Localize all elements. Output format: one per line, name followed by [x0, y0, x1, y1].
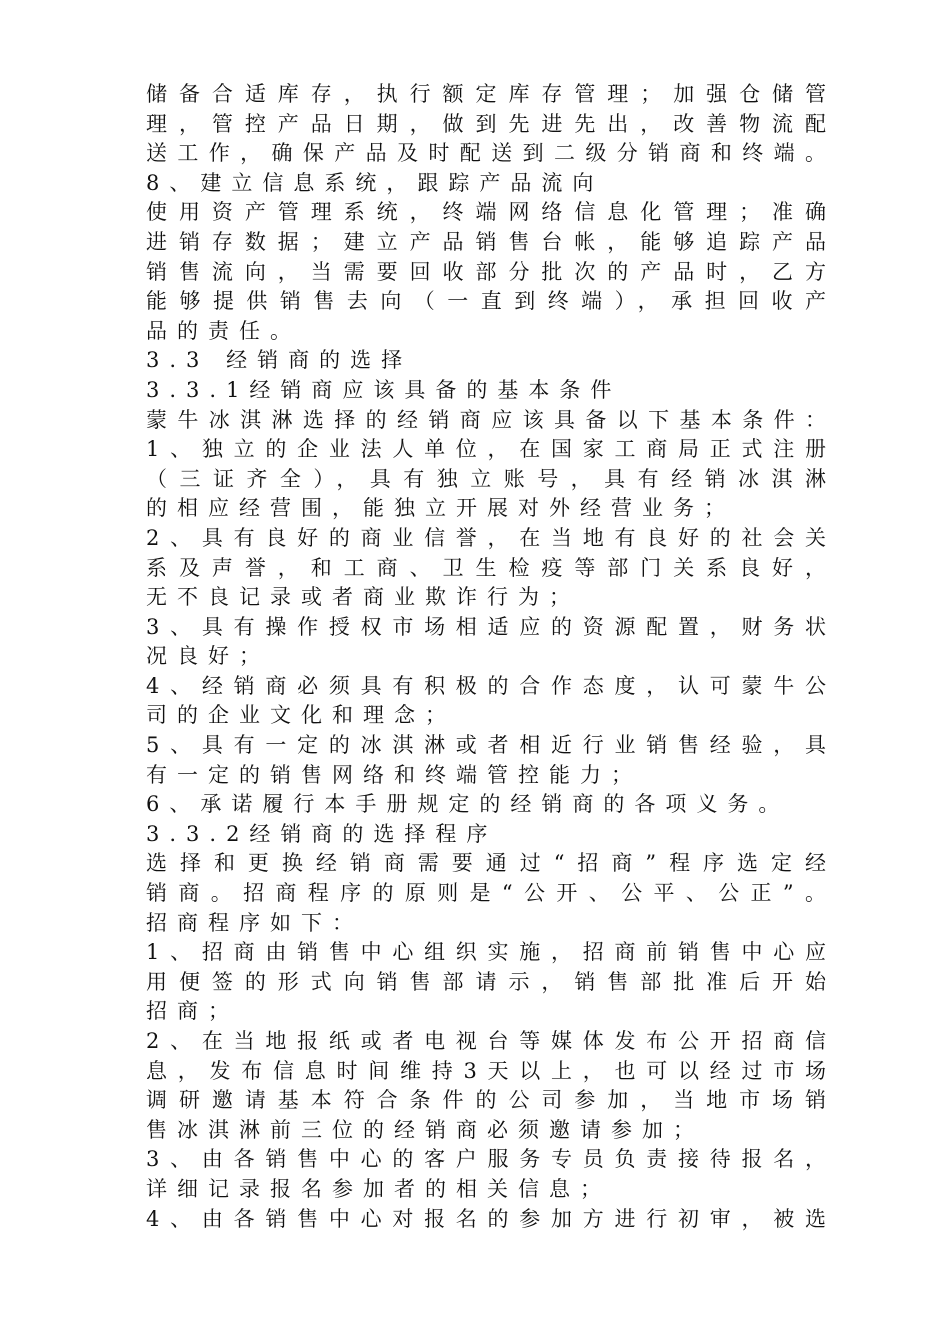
- list-item-line: 有一定的销售网络和终端管控能力；: [146, 762, 642, 787]
- list-item-line: 况良好；: [146, 644, 270, 669]
- list-item-line: 无不良记录或者商业欺诈行为；: [146, 585, 580, 610]
- text-line: 蒙牛冰淇淋选择的经销商应该具备以下基本条件：: [146, 407, 826, 432]
- list-item-line: 1、独立的企业法人单位，在国家工商局正式注册: [146, 437, 826, 462]
- text-line: 品的责任。: [146, 318, 301, 343]
- list-item-line: （三证齐全），具有独立账号，具有经销冰淇淋: [146, 466, 826, 491]
- text-line: 销商。招商程序的原则是“公开、公平、公正”。: [146, 881, 826, 906]
- list-item-line: 招商；: [146, 999, 239, 1024]
- list-item-line: 司的企业文化和理念；: [146, 703, 456, 728]
- list-item-line: 4、经销商必须具有积极的合作态度，认可蒙牛公: [146, 673, 826, 698]
- text-line: 理，管控产品日期，做到先进先出，改善物流配: [146, 111, 826, 136]
- list-item-line: 6、承诺履行本手册规定的经销商的各项义务。: [146, 792, 790, 817]
- list-item-line: 用便签的形式向销售部请示，销售部批准后开始: [146, 969, 826, 994]
- text-line: 招商程序如下：: [146, 910, 363, 935]
- section-heading: 3.3 经销商的选择: [146, 348, 413, 373]
- list-item-line: 详细记录报名参加者的相关信息；: [146, 1176, 611, 1201]
- text-line: 送工作，确保产品及时配送到二级分销商和终端。: [146, 141, 826, 166]
- list-item-line: 的相应经营围，能独立开展对外经营业务；: [146, 496, 735, 521]
- text-line: 能够提供销售去向（一直到终端），承担回收产: [146, 289, 826, 314]
- text-line: 销售流向，当需要回收部分批次的产品时，乙方: [146, 259, 826, 284]
- list-item-line: 5、具有一定的冰淇淋或者相近行业销售经验，具: [146, 733, 826, 758]
- list-item-line: 2、在当地报纸或者电视台等媒体发布公开招商信: [146, 1029, 826, 1053]
- list-item-line: 系及声誉，和工商、卫生检疫等部门关系良好，: [146, 555, 826, 580]
- text-line: 选择和更换经销商需要通过“招商”程序选定经: [146, 851, 826, 876]
- subsection-heading: 3.3.2经销商的选择程序: [146, 821, 498, 846]
- text-line: 储备合适库存，执行额定库存管理；加强仓储管: [146, 82, 826, 106]
- list-item-line: 4、由各销售中心对报名的参加方进行初审，被选: [146, 1206, 826, 1231]
- text-line: 使用资产管理系统，终端网络信息化管理；准确: [146, 200, 826, 225]
- list-item-line: 息，发布信息时间维持3天以上，也可以经过市场: [146, 1058, 826, 1083]
- document-page: [146, 80, 826, 1234]
- list-item-line: 3、具有操作授权市场相适应的资源配置，财务状: [146, 614, 826, 639]
- list-item-line: 3、由各销售中心的客户服务专员负责接待报名，: [146, 1147, 826, 1172]
- list-item-line: 售冰淇淋前三位的经销商必须邀请参加；: [146, 1117, 704, 1142]
- subsection-heading: 3.3.1经销商应该具备的基本条件: [146, 377, 622, 402]
- list-item-line: 2、具有良好的商业信誉，在当地有良好的社会关: [146, 525, 826, 550]
- text-line: 进销存数据；建立产品销售台帐，能够追踪产品: [146, 229, 826, 254]
- list-item-line: 调研邀请基本符合条件的公司参加，当地市场销: [146, 1088, 826, 1113]
- list-item-line: 1、招商由销售中心组织实施，招商前销售中心应: [146, 940, 826, 965]
- section-heading: 8、建立信息系统，跟踪产品流向: [146, 170, 604, 195]
